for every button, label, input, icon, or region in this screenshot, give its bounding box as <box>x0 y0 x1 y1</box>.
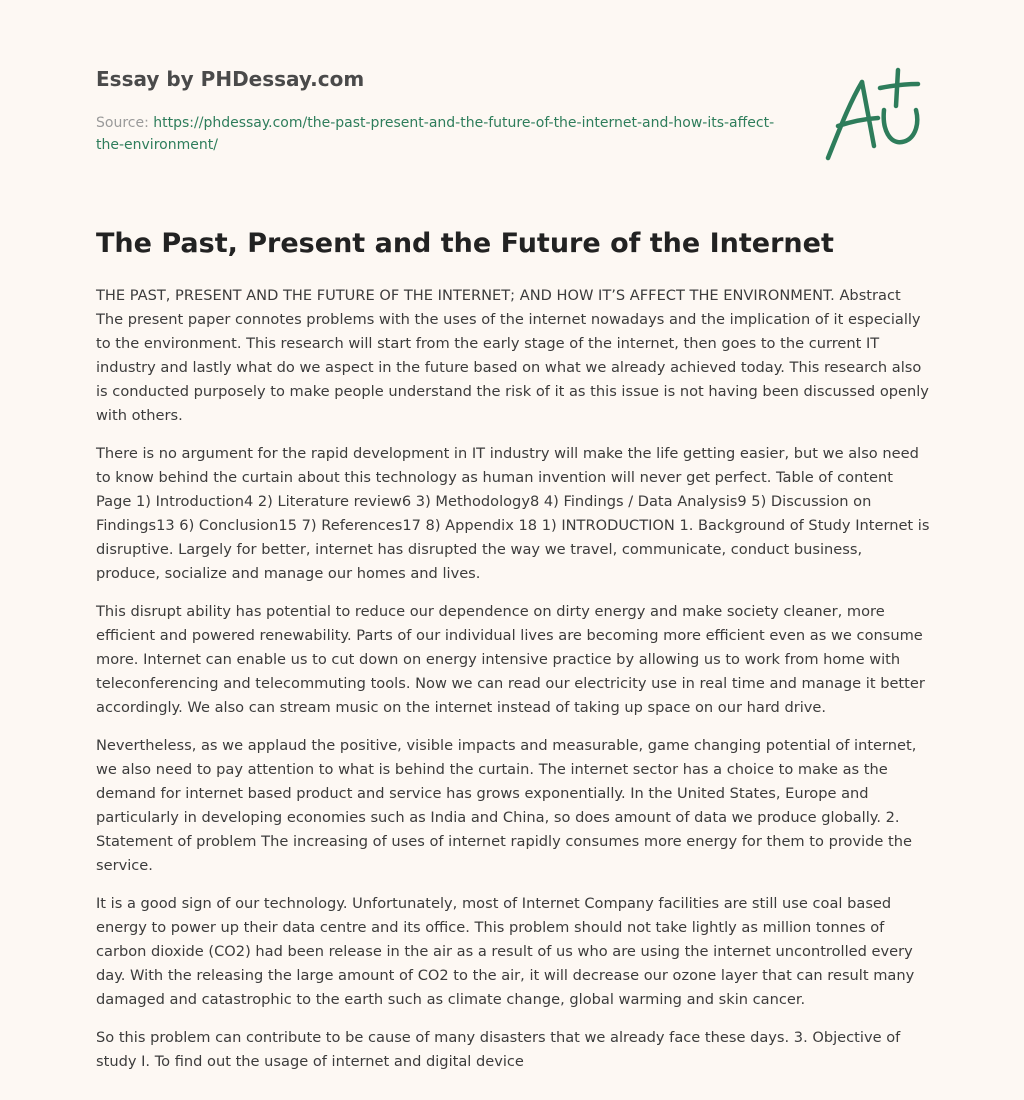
site-title: Essay by PHDessay.com <box>96 67 365 91</box>
essay-paragraph: It is a good sign of our technology. Unfortunately, most of Internet Company facilities are still use coal based energy to power up their data centre and its office. This problem should not take lightly as million tonnes of carbon dioxide (CO2) had been release in the air as a result of us who are using the internet uncontrolled every day. With the releasing the large amount of CO2 to the air, it will decrease our ozone layer that can result many damaged and catastrophic to the earth such as climate change, global warming and skin cancer. <box>96 895 915 1008</box>
essay-paragraph: So this problem can contribute to be cause of many disasters that we already face these days. 3. Objective of study I. To find out the usage of internet and digital device <box>96 1029 901 1070</box>
essay-paragraph: Nevertheless, as we applaud the positive, visible impacts and measurable, game changing potential of internet, we also need to pay attention to what is behind the curtain. The internet sector has a choice to make as the demand for internet based product and service has grows exponentially. In the United States, Europe and particularly in developing economies such as India and China, so does amount of data we produce globally. 2. Statement of problem The increasing of uses of internet rapidly consumes more energy for them to provide the service. <box>96 737 917 874</box>
essay-body <box>96 284 930 1088</box>
source-label: Source: <box>96 115 149 131</box>
source-link[interactable]: https://phdessay.com/the-past-present-and-the-future-of-the-internet-and-how-its-affect-the-environment/ <box>96 115 775 153</box>
essay-paragraph: There is no argument for the rapid development in IT industry will make the life getting easier, but we also need to know behind the curtain about this technology as human invention will never get perfect. Table of content Page 1) Introduction4 2) Literature review6 3) Methodology8 4) Findings / Data Analysis9 5) Discussion on Findings13 6) Conclusion15 7) References17 8) Appendix 18 1) INTRODUCTION 1. Background of Study Internet is disruptive. Largely for better, internet has disrupted the way we travel, communicate, conduct business, produce, socialize and manage our homes and lives. <box>96 445 930 582</box>
essay-title: The Past, Present and the Future of the Internet <box>96 228 834 259</box>
essay-paragraph: THE PAST, PRESENT AND THE FUTURE OF THE INTERNET; AND HOW IT’S AFFECT THE ENVIRONMENT. Abstract The present paper connotes problems with the uses of the internet nowadays and the implication of it especially to the environment. This research will start from the early stage of the internet, then goes to the current IT industry and lastly what do we aspect in the future based on what we already achieved today. This research also is conducted purposely to make people understand the risk of it as this issue is not having been discussed openly with others. <box>96 287 929 424</box>
source-line <box>96 112 776 156</box>
a-plus-logo-icon <box>822 66 928 166</box>
essay-paragraph: This disrupt ability has potential to reduce our dependence on dirty energy and make society cleaner, more efficient and powered renewability. Parts of our individual lives are becoming more efficient even as we consume more. Internet can enable us to cut down on energy intensive practice by allowing us to work from home with teleconferencing and telecommuting tools. Now we can read our electricity use in real time and manage it better accordingly. We also can stream music on the internet instead of taking up space on our hard drive. <box>96 603 925 716</box>
